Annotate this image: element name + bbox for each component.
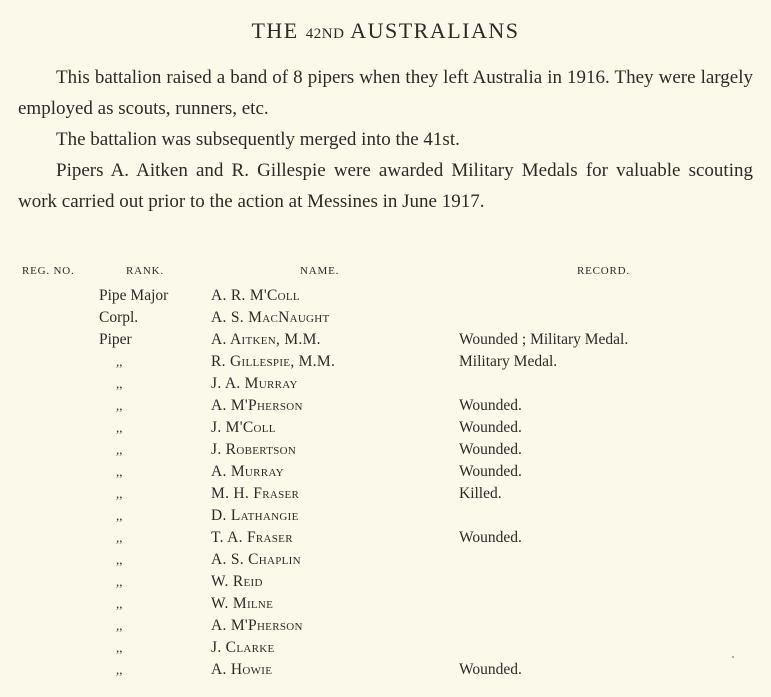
record-cell: Wounded. <box>459 441 522 458</box>
roster-row <box>0 527 771 549</box>
record-cell: Military Medal. <box>459 353 558 370</box>
name-cell: A. S. MacNaught <box>211 309 330 326</box>
rank-ditto-mark: ,, <box>116 574 123 589</box>
name-cell: M. H. Fraser <box>211 485 300 502</box>
rank-ditto-mark: ,, <box>116 640 123 655</box>
rank-ditto-mark: ,, <box>116 552 123 567</box>
title-number: 42ND <box>305 26 345 42</box>
name-cell: J. Clarke <box>211 639 275 656</box>
roster-row <box>0 637 771 659</box>
title-suffix: AUSTRALIANS <box>344 18 520 43</box>
name-cell: J. A. Murray <box>211 375 298 392</box>
roster-row <box>0 329 771 351</box>
rank-ditto-mark: ,, <box>116 530 123 545</box>
roster-row <box>0 351 771 373</box>
name-cell: A. Murray <box>211 463 284 480</box>
rank-ditto-mark: ,, <box>116 618 123 633</box>
roster-row <box>0 285 771 307</box>
rank-ditto-mark: ,, <box>116 354 123 369</box>
name-cell: R. Gillespie, M.M. <box>211 353 336 370</box>
roster-row <box>0 483 771 505</box>
rank-ditto-mark: ,, <box>116 464 123 479</box>
name-cell: A. S. Chaplin <box>211 551 301 568</box>
name-cell: A. R. M'Coll <box>211 287 300 304</box>
name-cell: A. Howie <box>211 661 273 678</box>
record-cell: Wounded. <box>459 661 522 678</box>
roster-row <box>0 373 771 395</box>
name-cell: A. Aitken, M.M. <box>211 331 321 348</box>
roster-row <box>0 395 771 417</box>
name-cell: W. Milne <box>211 595 274 612</box>
column-header-name: NAME. <box>300 265 340 277</box>
record-cell: Wounded. <box>459 463 522 480</box>
paper-speck <box>732 656 734 658</box>
roster-table <box>0 285 771 681</box>
column-header-reg-no: REG. NO. <box>22 265 75 277</box>
rank-ditto-mark: ,, <box>116 596 123 611</box>
rank-ditto-mark: ,, <box>116 420 123 435</box>
rank-ditto-mark: ,, <box>116 486 123 501</box>
rank-ditto-mark: ,, <box>116 662 123 677</box>
name-cell: T. A. Fraser <box>211 529 293 546</box>
roster-row <box>0 593 771 615</box>
rank-ditto-mark: ,, <box>116 442 123 457</box>
roster-row <box>0 307 771 329</box>
page-title <box>0 18 771 44</box>
name-cell: A. M'Pherson <box>211 397 303 414</box>
paragraph-merged: The battalion was subsequently merged into the 41st. <box>56 129 460 150</box>
record-cell: Wounded. <box>459 529 522 546</box>
column-header-rank: RANK. <box>126 265 164 277</box>
rank-ditto-mark: ,, <box>116 376 123 391</box>
record-cell: Wounded. <box>459 419 522 436</box>
paragraph-band-raised: This battalion raised a band of 8 pipers when they left Australia in 1916. They were largely employed as scouts, runners, etc. <box>18 67 753 119</box>
record-cell: Wounded. <box>459 397 522 414</box>
rank-cell: Pipe Major <box>99 287 169 304</box>
rank-cell: Piper <box>99 331 132 348</box>
roster-row <box>0 615 771 637</box>
record-cell: Wounded ; Military Medal. <box>459 331 629 348</box>
record-cell: Killed. <box>459 485 502 502</box>
title-prefix: THE <box>251 18 306 43</box>
roster-row <box>0 549 771 571</box>
column-header-record: RECORD. <box>577 265 630 277</box>
rank-ditto-mark: ,, <box>116 398 123 413</box>
roster-row <box>0 439 771 461</box>
roster-row <box>0 571 771 593</box>
rank-ditto-mark: ,, <box>116 508 123 523</box>
paragraph-military-medals: Pipers A. Aitken and R. Gillespie were awarded Military Medals for valuable scouting work carried out prior to the action at Messines in June 1917. <box>18 160 753 212</box>
roster-row <box>0 417 771 439</box>
name-cell: J. Robertson <box>211 441 297 458</box>
rank-cell: Corpl. <box>99 309 139 326</box>
name-cell: J. M'Coll <box>211 419 276 436</box>
name-cell: W. Reid <box>211 573 263 590</box>
roster-row <box>0 505 771 527</box>
name-cell: A. M'Pherson <box>211 617 303 634</box>
roster-row <box>0 659 771 681</box>
roster-row <box>0 461 771 483</box>
name-cell: D. Lathangie <box>211 507 299 524</box>
